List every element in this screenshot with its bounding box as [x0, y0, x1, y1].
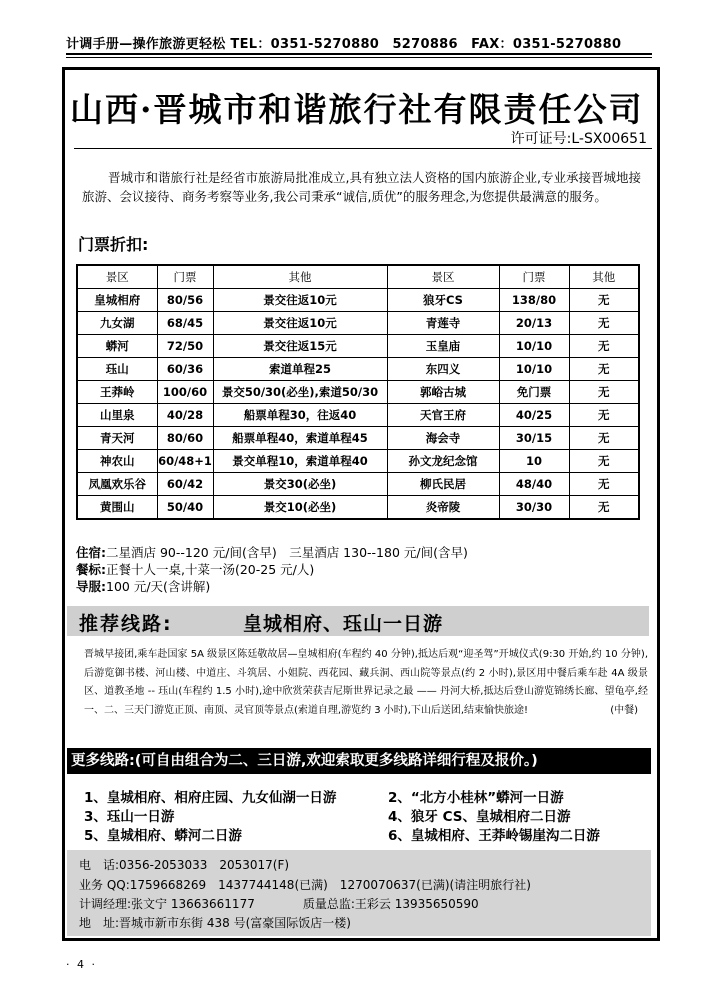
recommend-route: 皇城相府、珏山一日游	[243, 613, 444, 635]
table-row	[77, 312, 639, 335]
table-cell: 60/48+1	[157, 450, 213, 473]
table-cell: 无	[569, 358, 639, 381]
table-cell: 郭峪古城	[387, 381, 499, 404]
table-cell: 天官王府	[387, 404, 499, 427]
table-cell: 景交往返10元	[213, 312, 387, 335]
page-header	[66, 33, 652, 53]
contact-phone: 电 话:0356-2053033 2053017(F)	[79, 858, 290, 872]
table-cell: 景交50/30(必坐),索道50/30	[213, 381, 387, 404]
meal-label: 餐标:	[76, 562, 106, 577]
table-cell: 景交10(必坐)	[213, 496, 387, 520]
table-cell: 20/13	[499, 312, 569, 335]
table-cell: 海会寺	[387, 427, 499, 450]
ticket-heading: 门票折扣:	[78, 235, 149, 254]
table-cell: 景交往返10元	[213, 289, 387, 312]
table-row	[77, 358, 639, 381]
title-divider	[74, 148, 652, 149]
table-cell: 10/10	[499, 335, 569, 358]
table-header-cell: 景区	[77, 265, 157, 289]
table-cell: 80/56	[157, 289, 213, 312]
table-header-cell: 其他	[569, 265, 639, 289]
table-cell: 无	[569, 381, 639, 404]
table-cell: 30/30	[499, 496, 569, 520]
contact-manager: 计调经理:张文宁 13663661177 质量总监:王彩云 13935650590	[79, 897, 479, 911]
table-cell: 柳氏民居	[387, 473, 499, 496]
table-cell: 景交30(必坐)	[213, 473, 387, 496]
table-header-cell: 门票	[157, 265, 213, 289]
table-header-cell: 其他	[213, 265, 387, 289]
table-cell: 凤凰欢乐谷	[77, 473, 157, 496]
more-routes-banner: 更多线路:(可自由组合为二、三日游,欢迎索取更多线路详细行程及报价。)	[67, 748, 651, 774]
table-cell: 玉皇庙	[387, 335, 499, 358]
table-cell: 30/15	[499, 427, 569, 450]
table-cell: 40/28	[157, 404, 213, 427]
table-cell: 免门票	[499, 381, 569, 404]
table-cell: 王莽岭	[77, 381, 157, 404]
table-cell: 索道单程25	[213, 358, 387, 381]
table-cell: 无	[569, 289, 639, 312]
lodging-text: 二星酒店 90--120 元/间(含早) 三星酒店 130--180 元/间(含早)	[106, 545, 468, 560]
route-item: 6、皇城相府、王莽岭锡崖沟二日游	[388, 828, 600, 844]
table-cell: 50/40	[157, 496, 213, 520]
table-row	[77, 450, 639, 473]
table-cell: 无	[569, 496, 639, 520]
table-cell: 神农山	[77, 450, 157, 473]
table-row	[77, 473, 639, 496]
route-description	[84, 646, 648, 720]
table-cell: 九女湖	[77, 312, 157, 335]
table-cell: 40/25	[499, 404, 569, 427]
table-cell: 138/80	[499, 289, 569, 312]
license-number: 许可证号:L-SX00651	[510, 131, 647, 147]
table-cell: 黄围山	[77, 496, 157, 520]
table-cell: 无	[569, 427, 639, 450]
recommend-label: 推荐线路:	[79, 613, 173, 635]
header-text: 计调手册—操作旅游更轻松 TEL：0351-5270880 5270886 FAX：0351-5270880	[66, 37, 622, 52]
table-cell: 无	[569, 335, 639, 358]
table-cell: 80/60	[157, 427, 213, 450]
table-header-cell: 景区	[387, 265, 499, 289]
table-header-row	[77, 265, 639, 289]
table-cell: 无	[569, 404, 639, 427]
recommend-banner	[67, 606, 649, 636]
table-cell: 青天河	[77, 427, 157, 450]
table-cell: 68/45	[157, 312, 213, 335]
table-row	[77, 427, 639, 450]
table-cell: 60/42	[157, 473, 213, 496]
table-cell: 孙文龙纪念馆	[387, 450, 499, 473]
page-number: · 4 ·	[66, 958, 97, 971]
table-header-cell: 门票	[499, 265, 569, 289]
route-meal-note: (中餐)	[610, 704, 638, 716]
table-cell: 72/50	[157, 335, 213, 358]
route-item: 4、狼牙 CS、皇城相府二日游	[388, 809, 571, 825]
table-cell: 100/60	[157, 381, 213, 404]
table-cell: 无	[569, 473, 639, 496]
table-cell: 青莲寺	[387, 312, 499, 335]
table-cell: 48/40	[499, 473, 569, 496]
company-intro: 晋城市和谐旅行社是经省市旅游局批准成立,具有独立法人资格的国内旅游企业,专业承接晋城地接旅游、会议接待、商务考察等业务,我公司秉承“诚信,质优”的服务理念,为您提供最满意的服务。	[82, 170, 641, 204]
ticket-table	[76, 264, 640, 520]
table-cell: 皇城相府	[77, 289, 157, 312]
table-row	[77, 381, 639, 404]
table-cell: 10	[499, 450, 569, 473]
table-cell: 无	[569, 312, 639, 335]
contact-address: 地 址:晋城市新市东街 438 号(富豪国际饭店一楼)	[79, 916, 351, 930]
contact-box	[67, 850, 651, 936]
table-cell: 60/36	[157, 358, 213, 381]
table-row	[77, 335, 639, 358]
contact-qq: 业务 QQ:1759668269 1437744148(已满) 1270070637(已满)(请注明旅行社)	[79, 878, 531, 892]
meal-text: 正餐十人一桌,十菜一汤(20-25 元/人)	[106, 562, 315, 577]
route-item: 3、珏山一日游	[84, 809, 175, 825]
table-cell: 炎帝陵	[387, 496, 499, 520]
meal-line	[76, 560, 314, 578]
table-cell: 10/10	[499, 358, 569, 381]
table-row	[77, 289, 639, 312]
header-rule-thin	[66, 57, 652, 58]
route-desc-text: 晋城早接团,乘车赴国家 5A 级景区陈廷敬故居—皇城相府(车程约 40 分钟),抵达后观“迎圣驾”开城仪式(9:30 开始,约 10 分钟),后游览御书楼、河山楼、中道庄、斗筑居、小姐院、西花园、藏兵洞、西山院等景点(约 2 小时),景区用中餐后乘车赴 4A 级景区、道教圣地 -- 珏山(车程约 1.5 小时),途中欣赏荣获吉尼斯世界记录之最 —— 丹河大桥,抵达后登山游览锦绣长廊、望龟亭,经一、二、三天门游览正顶、南顶、灵官顶等景点(索道自理,游览约 3 小时),下山后送团,结束愉快旅途!	[84, 649, 648, 716]
table-cell: 无	[569, 450, 639, 473]
company-title: 山西·晋城市和谐旅行社有限责任公司	[70, 90, 644, 129]
header-rule	[66, 53, 652, 55]
route-item: 1、皇城相府、相府庄园、九女仙湖一日游	[84, 790, 337, 806]
table-cell: 船票单程40，索道单程45	[213, 427, 387, 450]
table-cell: 珏山	[77, 358, 157, 381]
lodging-line	[76, 543, 468, 561]
table-cell: 船票单程30，往返40	[213, 404, 387, 427]
table-cell: 景交往返15元	[213, 335, 387, 358]
table-cell: 景交单程10，索道单程40	[213, 450, 387, 473]
route-item: 2、“北方小桂林”蟒河一日游	[388, 790, 564, 806]
table-row	[77, 404, 639, 427]
guide-label: 导服:	[76, 579, 106, 594]
guide-text: 100 元/天(含讲解)	[106, 579, 211, 594]
table-cell: 蟒河	[77, 335, 157, 358]
lodging-label: 住宿:	[76, 545, 106, 560]
table-cell: 东四义	[387, 358, 499, 381]
table-cell: 狼牙CS	[387, 289, 499, 312]
route-item: 5、皇城相府、蟒河二日游	[84, 828, 242, 844]
table-row	[77, 496, 639, 520]
table-cell: 山里泉	[77, 404, 157, 427]
guide-line	[76, 577, 210, 595]
